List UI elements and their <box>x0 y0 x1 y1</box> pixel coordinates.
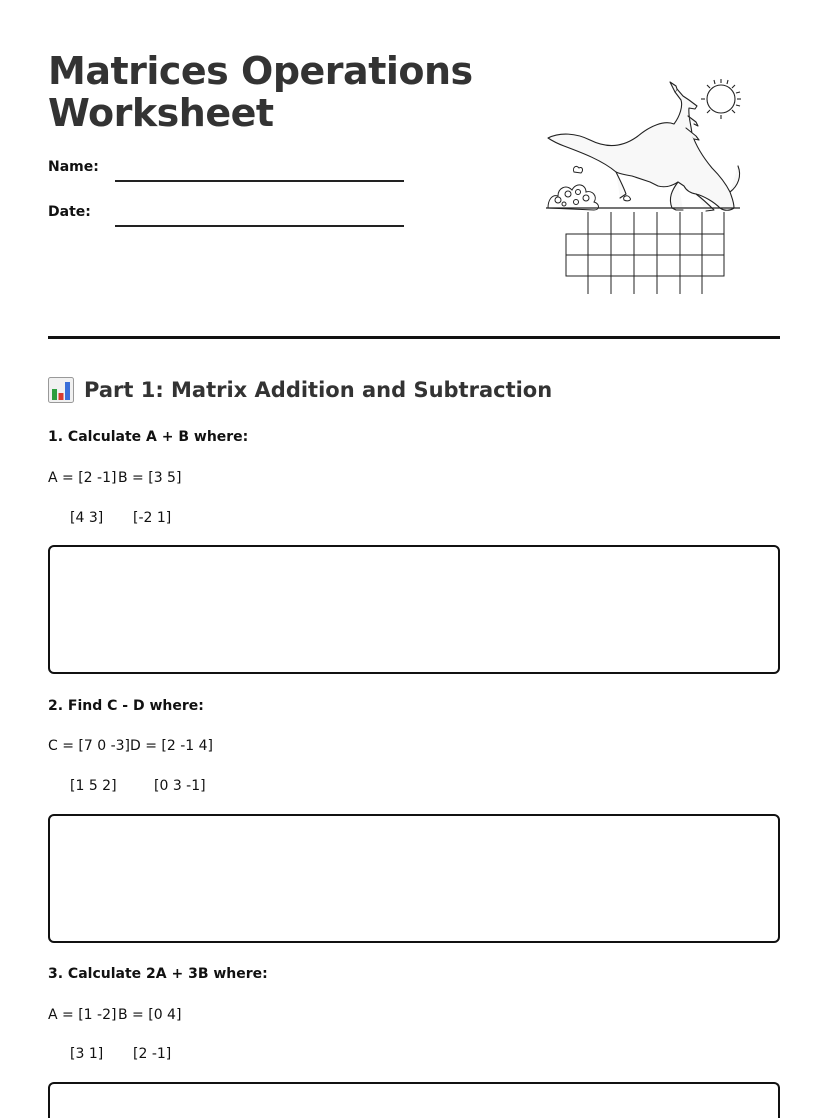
kangaroo-icon <box>548 82 740 211</box>
title-line-1: Matrices Operations <box>48 49 473 93</box>
question-1-prompt: 1. Calculate A + B where: <box>48 429 249 445</box>
title-line-2: Worksheet <box>48 91 274 135</box>
question-2-prompt: 2. Find C - D where: <box>48 698 204 714</box>
question-1-matrix-b-row-2: [-2 1] <box>133 510 172 526</box>
question-3-prompt: 3. Calculate 2A + 3B where: <box>48 966 268 982</box>
name-field[interactable] <box>48 159 408 189</box>
part-1-heading <box>48 374 780 406</box>
worksheet-title <box>48 50 508 134</box>
question-3-matrix-a-row-2: [3 1] <box>70 1046 104 1062</box>
header-divider <box>48 336 780 339</box>
question-3-matrix-b-row-1: B = [0 4] <box>118 1007 182 1023</box>
question-1-matrix-a-row-1: A = [2 -1] <box>48 470 117 486</box>
question-1-matrix-b-row-1: B = [3 5] <box>118 470 182 486</box>
worksheet-page <box>48 0 780 1118</box>
part-1-title: Part 1: Matrix Addition and Subtraction <box>84 378 553 402</box>
question-2-matrix-d-row-1: D = [2 -1 4] <box>130 738 214 754</box>
date-label: Date: <box>48 204 91 220</box>
name-label: Name: <box>48 159 99 175</box>
bar-chart-icon <box>48 377 74 403</box>
date-field[interactable] <box>48 204 408 234</box>
question-1-matrix-a-row-2: [4 3] <box>70 510 104 526</box>
question-2-matrix-c-row-1: C = [7 0 -3] <box>48 738 131 754</box>
date-underline[interactable] <box>115 225 404 227</box>
question-3-answer-box[interactable] <box>48 1082 780 1118</box>
question-3-matrix-a-row-1: A = [1 -2] <box>48 1007 117 1023</box>
question-1-answer-box[interactable] <box>48 545 780 674</box>
question-2-answer-box[interactable] <box>48 814 780 943</box>
sun-icon <box>701 79 741 119</box>
question-3-matrix-b-row-2: [2 -1] <box>133 1046 172 1062</box>
question-2-matrix-d-row-2: [0 3 -1] <box>154 778 206 794</box>
name-underline[interactable] <box>115 180 404 182</box>
question-2-matrix-c-row-2: [1 5 2] <box>70 778 117 794</box>
kangaroo-illustration <box>546 76 746 296</box>
grid-icon <box>566 212 724 294</box>
